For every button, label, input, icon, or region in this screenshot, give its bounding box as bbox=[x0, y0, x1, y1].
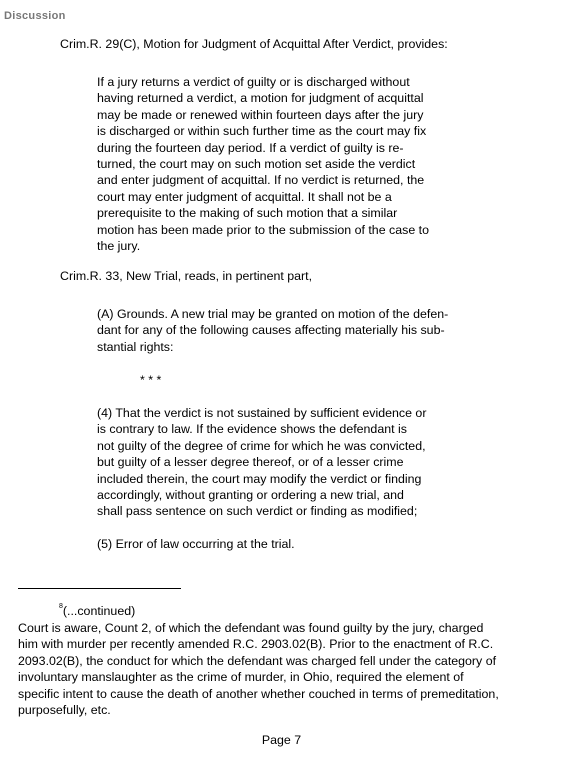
omission-asterisks: * * * bbox=[140, 373, 162, 387]
quote-line: is discharged or within such further time as the court may fix bbox=[97, 124, 427, 139]
crim-r-33-intro: Crim.R. 33, New Trial, reads, in pertinent part, bbox=[60, 269, 313, 283]
crim-r-29c-quote bbox=[97, 74, 477, 254]
footnote-text bbox=[18, 620, 558, 718]
quote-line: but guilty of a lesser degree thereof, or of a lesser crime bbox=[97, 455, 404, 470]
quote-line: (A) Grounds. A new trial may be granted on motion of the defen- bbox=[97, 307, 449, 321]
footnote-line: specific intent to cause the death of another whether couched in terms of premeditation, bbox=[18, 686, 499, 701]
footnote-line: Court is aware, Count 2, of which the defendant was found guilty by the jury, charged bbox=[18, 621, 484, 635]
quote-line: during the fourteen day period. If a verdict of guilty is re- bbox=[97, 140, 404, 155]
page-number: Page 7 bbox=[261, 733, 302, 747]
quote-line: If a jury returns a verdict of guilty or is discharged without bbox=[97, 75, 410, 89]
footnote-line: involuntary manslaughter as the crime of murder, in Ohio, required the element of bbox=[18, 670, 464, 685]
quote-line: stantial rights: bbox=[97, 339, 174, 354]
quote-line: included therein, the court may modify the verdict or finding bbox=[97, 471, 422, 486]
footnote-line: him with murder per recently amended R.C. 2903.02(B). Prior to the enactment of R.C. bbox=[18, 637, 494, 652]
footnote-separator bbox=[18, 588, 181, 589]
item-4-quote bbox=[97, 405, 477, 520]
quote-line: accordingly, without granting or ordering a new trial, and bbox=[97, 488, 404, 503]
grounds-quote bbox=[97, 306, 477, 355]
page-header: Discussion bbox=[4, 10, 66, 22]
footnote-continued bbox=[59, 603, 135, 619]
footnote-continued-label: (...continued) bbox=[62, 604, 136, 618]
footnote-marker: 8 bbox=[59, 603, 63, 610]
quote-line: court may enter judgment of acquittal. It shall not be a bbox=[97, 189, 392, 204]
quote-line: shall pass sentence on such verdict or finding as modified; bbox=[97, 504, 418, 519]
quote-line: and enter judgment of acquittal. If no verdict is returned, the bbox=[97, 173, 425, 188]
footnote-line: purposefully, etc. bbox=[18, 703, 111, 718]
quote-line: not guilty of the degree of crime for which he was convicted, bbox=[97, 438, 426, 453]
quote-line: having returned a verdict, a motion for judgment of acquittal bbox=[97, 91, 424, 106]
quote-line: the jury. bbox=[97, 239, 141, 254]
quote-line: motion has been made prior to the submission of the case to bbox=[97, 222, 429, 237]
quote-line: may be made or renewed within fourteen days after the jury bbox=[97, 107, 424, 122]
quote-line: prerequisite to the making of such motion that a similar bbox=[97, 206, 398, 221]
quote-line: turned, the court may on such motion set aside the verdict bbox=[97, 157, 416, 172]
quote-line: is contrary to law. If the evidence shows the defendant is bbox=[97, 422, 407, 437]
footnote-line: 2093.02(B), the conduct for which the defendant was charged fell under the category of bbox=[18, 653, 497, 668]
crim-r-29c-intro: Crim.R. 29(C), Motion for Judgment of Acquittal After Verdict, provides: bbox=[60, 37, 448, 51]
quote-line: dant for any of the following causes affecting materially his sub- bbox=[97, 323, 445, 338]
quote-line: (5) Error of law occurring at the trial. bbox=[97, 537, 295, 551]
item-5-quote bbox=[97, 536, 477, 552]
quote-line: (4) That the verdict is not sustained by sufficient evidence or bbox=[97, 406, 427, 420]
